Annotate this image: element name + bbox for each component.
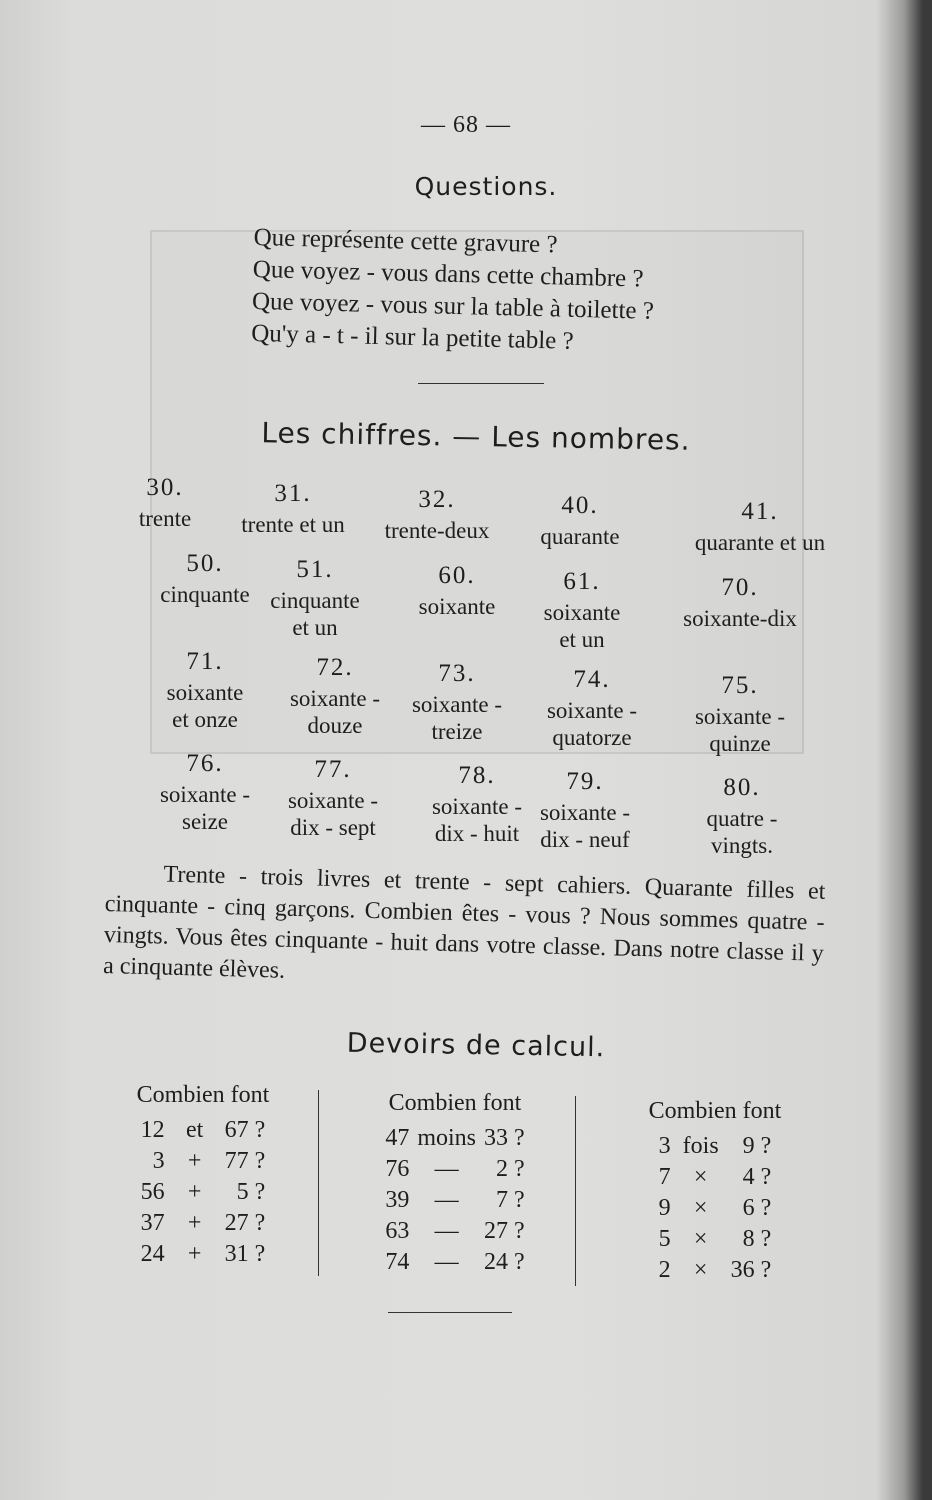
- reading-paragraph: [103, 858, 826, 1001]
- calc-operand-question: 31 ?: [224, 1241, 266, 1267]
- number-word: et un: [559, 627, 605, 652]
- calc-operand-question: 7 ?: [496, 1187, 525, 1213]
- number-word: dix - sept: [290, 815, 376, 840]
- number-numeral: 72.: [316, 654, 354, 681]
- number-word: dix - huit: [434, 821, 520, 846]
- calc-operand-question: 2 ?: [496, 1156, 525, 1182]
- number-word: soixante -: [539, 800, 631, 825]
- column-divider: [575, 1096, 576, 1286]
- calc-column-title: Combien font: [648, 1098, 782, 1124]
- calc-operand: 9: [658, 1195, 671, 1221]
- calc-operand-question: 36 ?: [730, 1257, 772, 1283]
- calc-operand: 39: [385, 1187, 410, 1213]
- calc-operator: +: [187, 1241, 202, 1267]
- calc-operand-question: 9 ?: [742, 1133, 772, 1159]
- number-word: soixante: [166, 680, 244, 705]
- number-word: et un: [292, 615, 338, 640]
- calc-operator: ×: [693, 1164, 708, 1190]
- calc-operand: 56: [140, 1179, 165, 1205]
- calc-operator: et: [186, 1117, 204, 1143]
- calc-operand: 7: [658, 1164, 671, 1190]
- calc-operator: —: [434, 1156, 459, 1182]
- calc-operand: 2: [658, 1257, 671, 1283]
- calc-column-subtraction: [360, 1088, 550, 1278]
- number-word: trente-deux: [384, 518, 490, 543]
- calc-row: [655, 1193, 776, 1224]
- page-number: — 68 —: [421, 112, 511, 138]
- question-line: Que voyez - vous sur la table à toilette ?: [251, 287, 655, 325]
- number-numeral: 41.: [741, 498, 779, 525]
- calc-row: [381, 1123, 528, 1154]
- devoirs-heading: Devoirs de calcul.: [346, 1027, 606, 1064]
- number-word: trente et un: [241, 512, 345, 537]
- calc-table: [655, 1131, 776, 1286]
- number-word: treize: [431, 719, 483, 744]
- calc-row: [381, 1247, 528, 1278]
- column-divider: [318, 1090, 319, 1276]
- number-cell: [660, 498, 860, 556]
- calc-operand-question: 6 ?: [742, 1195, 772, 1221]
- number-word: quarante: [540, 524, 620, 549]
- number-numeral: 70.: [721, 574, 759, 601]
- number-numeral: 73.: [438, 660, 476, 687]
- calc-column-addition: [108, 1080, 298, 1270]
- number-word: dix - neuf: [540, 827, 630, 852]
- number-cell: [497, 568, 667, 653]
- calc-row: [381, 1154, 528, 1185]
- calc-operand: 12: [140, 1117, 165, 1143]
- number-word: quatre -: [706, 806, 778, 831]
- end-divider: [388, 1312, 512, 1313]
- calc-column-title: Combien font: [136, 1082, 270, 1108]
- number-word: quarante et un: [694, 530, 826, 555]
- calc-table: [137, 1115, 270, 1270]
- number-cell: [655, 574, 825, 632]
- question-line: Que représente cette gravure ?: [253, 223, 558, 259]
- number-word: quatorze: [552, 725, 632, 750]
- calc-column-title: Combien font: [388, 1090, 522, 1116]
- calc-operand-question: 67 ?: [224, 1117, 266, 1143]
- number-numeral: 71.: [186, 648, 224, 675]
- calc-operand: 63: [385, 1218, 410, 1244]
- question-line: Que voyez - vous dans cette chambre ?: [252, 255, 644, 293]
- calc-column-multiplication: [620, 1096, 810, 1286]
- calc-operand-question: 77 ?: [224, 1148, 266, 1174]
- number-word: soixante: [543, 600, 621, 625]
- calc-operator: ×: [693, 1226, 708, 1252]
- number-numeral: 60.: [438, 562, 476, 589]
- number-numeral: 50.: [186, 550, 224, 577]
- calc-operand: 3: [152, 1148, 165, 1174]
- calc-row: [381, 1216, 528, 1247]
- calc-row: [381, 1185, 528, 1216]
- number-cell: [657, 774, 827, 859]
- number-word: quinze: [709, 731, 771, 756]
- calc-row: [655, 1131, 776, 1162]
- number-numeral: 78.: [458, 762, 496, 789]
- number-word: soixante -: [546, 698, 638, 723]
- number-numeral: 77.: [314, 756, 352, 783]
- calc-operand-question: 5 ?: [236, 1179, 266, 1205]
- number-numeral: 74.: [573, 666, 611, 693]
- calc-operand: 24: [140, 1241, 165, 1267]
- number-word: soixante -: [289, 686, 381, 711]
- number-word: soixante -: [694, 704, 786, 729]
- number-word: et onze: [172, 707, 238, 732]
- number-word: soixante: [418, 594, 496, 619]
- number-word: douze: [307, 713, 363, 738]
- calc-operand: 74: [385, 1249, 410, 1275]
- calc-table: [381, 1123, 528, 1278]
- calc-operand: 76: [385, 1156, 410, 1182]
- number-cell: [507, 666, 677, 751]
- calc-operator: fois: [682, 1133, 719, 1159]
- number-word: cinquante: [160, 582, 250, 607]
- calc-operator: —: [434, 1187, 459, 1213]
- calc-row: [137, 1115, 270, 1146]
- calc-operator: —: [434, 1249, 459, 1275]
- number-word: soixante -: [159, 782, 251, 807]
- question-line: Qu'y a - t - il sur la petite table ?: [250, 319, 574, 355]
- number-numeral: 32.: [418, 486, 456, 513]
- calc-operator: +: [187, 1210, 202, 1236]
- number-word: soixante -: [431, 794, 523, 819]
- number-cell: [500, 768, 670, 853]
- calc-operand-question: 33 ?: [484, 1125, 525, 1151]
- number-word: vingts.: [711, 833, 773, 858]
- calc-operand-question: 24 ?: [484, 1249, 525, 1275]
- number-numeral: 61.: [563, 568, 601, 595]
- calc-row: [655, 1162, 776, 1193]
- number-numeral: 40.: [561, 492, 599, 519]
- paragraph-text: Trente - trois livres et trente - sept cahiers. Quarante filles et cinquante - cinq garçons. Combien êtes - vous ? Nous sommes quatre - vingts. Vous êtes cinquante - huit dans votre classe. Dans notre classe il y a cinquante élèves.: [102, 861, 826, 984]
- calc-operator: +: [187, 1148, 202, 1174]
- calc-operator: moins: [417, 1125, 477, 1151]
- calc-operator: ×: [693, 1195, 708, 1221]
- calc-row: [137, 1208, 270, 1239]
- number-numeral: 31.: [274, 480, 312, 507]
- number-word: trente: [138, 506, 192, 531]
- calc-row: [655, 1224, 776, 1255]
- calc-operator: +: [187, 1179, 202, 1205]
- calc-row: [137, 1239, 270, 1270]
- calc-operand: 5: [658, 1226, 671, 1252]
- calc-row: [655, 1255, 776, 1286]
- number-numeral: 51.: [296, 556, 334, 583]
- number-numeral: 79.: [566, 768, 604, 795]
- calc-operand-question: 27 ?: [484, 1218, 525, 1244]
- number-word: soixante -: [411, 692, 503, 717]
- number-numeral: 80.: [723, 774, 761, 801]
- questions-heading: Questions.: [414, 172, 558, 201]
- number-numeral: 76.: [186, 750, 224, 777]
- calc-operand: 37: [140, 1210, 165, 1236]
- number-word: seize: [182, 809, 228, 834]
- number-cell: [655, 672, 825, 757]
- calc-operand-question: 4 ?: [742, 1164, 772, 1190]
- calc-row: [137, 1177, 270, 1208]
- calc-operand: 47: [385, 1125, 410, 1151]
- calc-row: [137, 1146, 270, 1177]
- calc-operand: 3: [658, 1133, 671, 1159]
- number-word: cinquante: [270, 588, 360, 613]
- number-word: soixante -: [287, 788, 379, 813]
- number-cell: [495, 492, 665, 550]
- number-numeral: 75.: [721, 672, 759, 699]
- numbers-heading: Les chiffres. — Les nombres.: [261, 416, 691, 457]
- calc-operator: —: [434, 1218, 459, 1244]
- calc-operand-question: 27 ?: [224, 1210, 266, 1236]
- number-numeral: 30.: [146, 474, 184, 501]
- number-word: soixante-dix: [683, 606, 797, 631]
- calc-operator: ×: [693, 1257, 708, 1283]
- calc-operand-question: 8 ?: [742, 1226, 772, 1252]
